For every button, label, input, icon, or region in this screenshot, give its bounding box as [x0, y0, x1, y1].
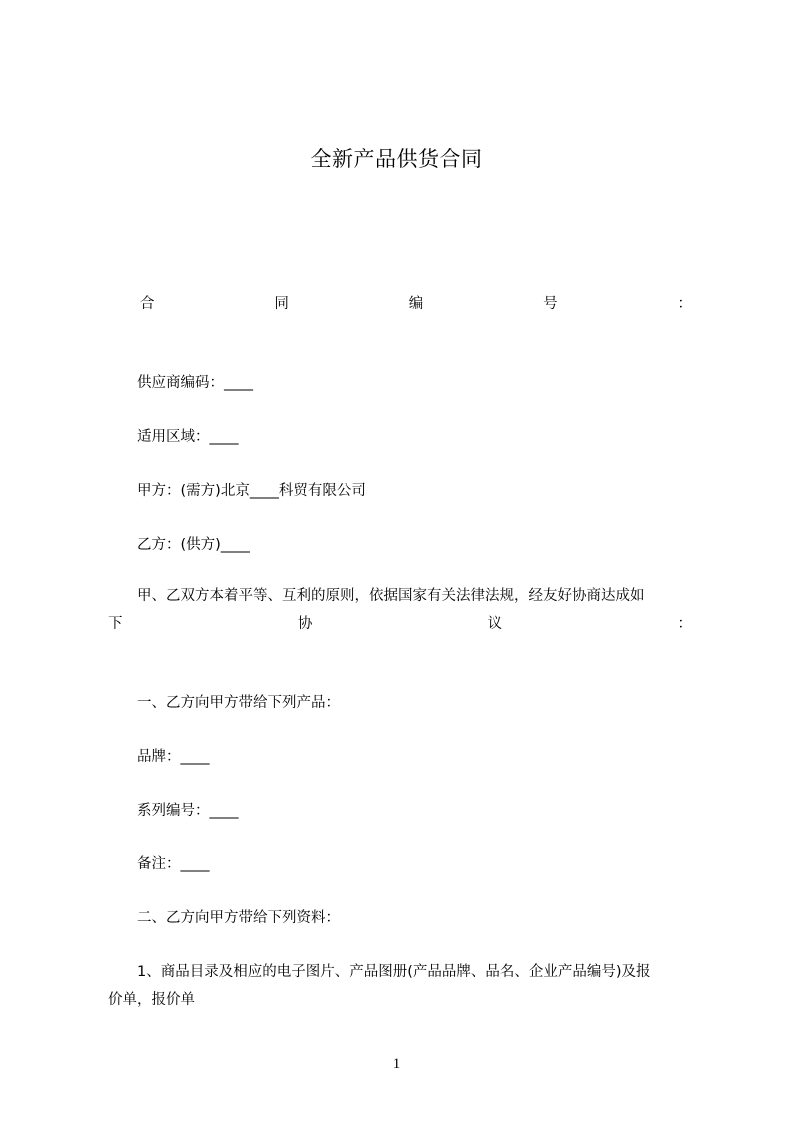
contract-number-char: ： [677, 296, 692, 312]
series-number-line: 系列编号：____ [137, 803, 239, 819]
preamble-char: 议 [487, 616, 503, 632]
preamble-char: 下 [108, 616, 123, 632]
preamble-line-1: 甲、乙双方本着平等、互利的原则，依据国家有关法律法规，经友好协商达成如 [137, 588, 645, 604]
contract-number-char: 编 [408, 296, 424, 312]
contract-number-char: 合 [140, 296, 155, 312]
contract-number-line [140, 292, 692, 313]
item-1-line-1: 1、商品目录及相应的电子图片、产品图册(产品品牌、品名、企业产品编号)及报 [137, 964, 651, 980]
document-title: 全新产品供货合同 [310, 147, 483, 171]
preamble-char: ： [677, 616, 692, 632]
section-1-heading: 一、乙方向甲方带给下列产品： [137, 695, 340, 711]
contract-number-char: 同 [274, 296, 289, 312]
contract-number-char: 号 [543, 296, 558, 312]
party-b-line: 乙方：(供方)____ [137, 537, 250, 553]
section-2-heading: 二、乙方向甲方带给下列资料： [137, 910, 340, 926]
supplier-code-line: 供应商编码：____ [137, 375, 253, 391]
preamble-char: 协 [297, 616, 313, 632]
party-a-line: 甲方：(需方)北京____科贸有限公司 [137, 483, 366, 499]
preamble-line-2 [108, 612, 692, 633]
brand-line: 品牌：____ [137, 749, 210, 765]
remarks-line: 备注：____ [137, 856, 210, 872]
item-1-line-2: 价单，报价单 [108, 992, 195, 1008]
page-number: 1 [392, 1056, 401, 1072]
region-line: 适用区域：____ [137, 429, 239, 445]
